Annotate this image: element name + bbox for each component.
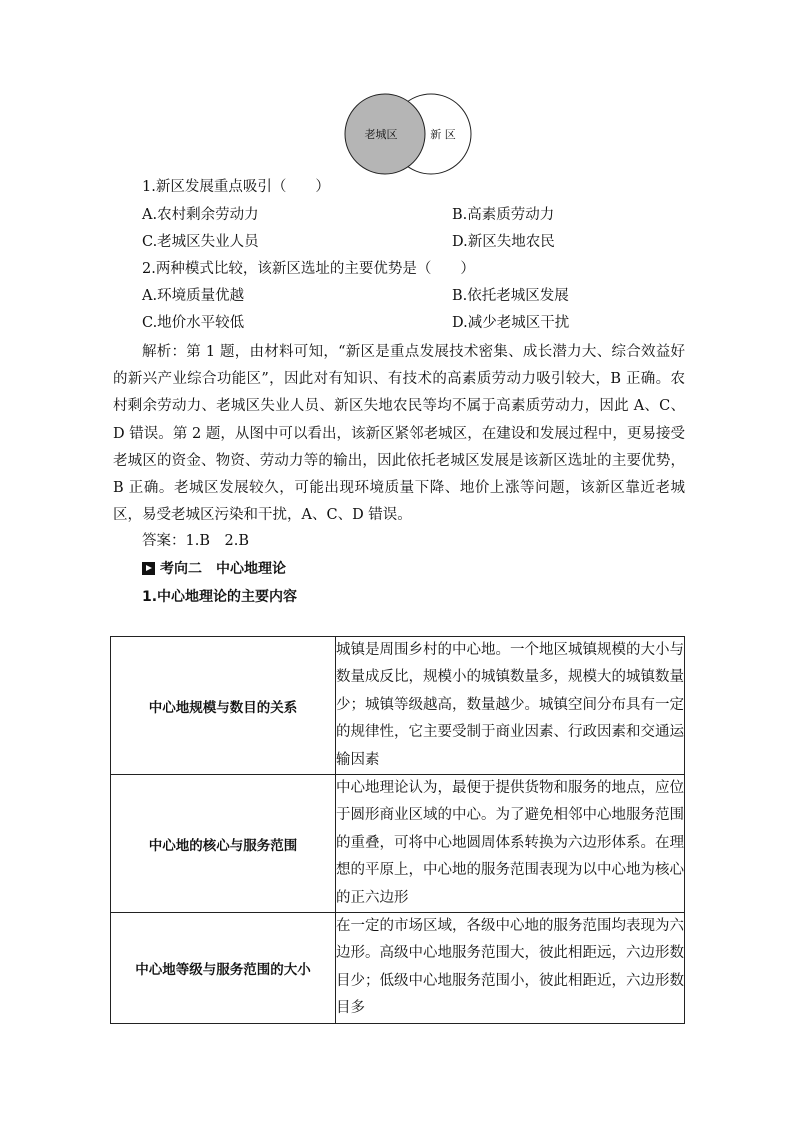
table-row-description: 城镇是周围乡村的中心地。一个地区城镇规模的大小与数量成反比，规模小的城镇数量多，规模大的城镇数量少；城镇等级越高，数量越少。城镇空间分布具有一定的规律性，它主要受制于商业因素、行政因素和交通运输因素 [336,637,685,775]
question-2-option-a: A.环境质量优越 [142,288,245,304]
table-row [111,637,685,775]
new-district-label: 新 区 [430,128,456,141]
play-marker-icon [142,562,155,575]
table-row-label: 中心地等级与服务范围的大小 [111,913,336,1024]
old-city-label: 老城区 [364,128,398,141]
question-2-stem: 2.两种模式比较，该新区选址的主要优势是（ ） [142,261,475,277]
question-2-option-d: D.减少老城区干扰 [452,315,570,331]
question-2-option-b: B.依托老城区发展 [452,288,569,304]
table-row [111,913,685,1024]
table-row-description: 中心地理论认为，最便于提供货物和服务的地点，应位于圆形商业区域的中心。为了避免相邻中心地服务范围的重叠，可将中心地圆周体系转换为六边形体系。在理想的平原上，中心地的服务范围表现为以中心地为核心的正六边形 [336,775,685,913]
section-heading [142,559,286,579]
table-row [111,775,685,913]
table-row-description: 在一定的市场区域，各级中心地的服务范围均表现为六边形。高级中心地服务范围大，彼此相距远，六边形数目少；低级中心地服务范围小，彼此相距近，六边形数目多 [336,913,685,1024]
question-1-stem: 1.新区发展重点吸引（ ） [142,179,330,195]
section-subtitle: 1.中心地理论的主要内容 [142,589,298,605]
answer-line: 答案：1.B 2.B [142,533,249,549]
question-1-option-b: B.高素质劳动力 [452,207,555,223]
question-1-option-d: D.新区失地农民 [452,234,555,250]
question-2-option-c: C.地价水平较低 [142,315,245,331]
central-place-theory-table [110,636,685,1024]
city-district-diagram [340,92,485,178]
section-title: 考向二 中心地理论 [160,561,286,577]
table-row-label: 中心地规模与数目的关系 [111,637,336,775]
question-1-option-c: C.老城区失业人员 [142,234,259,250]
table-row-label: 中心地的核心与服务范围 [111,775,336,913]
question-1-option-a: A.农村剩余劳动力 [142,207,259,223]
analysis-paragraph: 解析：第 1 题，由材料可知，“新区是重点发展技术密集、成长潜力大、综合效益好的新兴产业综合功能区”，因此对有知识、有技术的高素质劳动力吸引较大，B 正确。农村剩余劳动力、老城区失业人员、新区失地农民等均不属于高素质劳动力，因此 A、C、D 错误。第 2 题，从图中可以看出，该新区紧邻老城区，在建设和发展过程中，更易接受老城区的资金、物资、劳动力等的输出，因此依托老城区发展是该新区选址的主要优势，B 正确。老城区发展较久，可能出现环境质量下降、地价上涨等问题，该新区靠近老城区，易受老城区污染和干扰，A、C、D 错误。 [113,344,685,524]
